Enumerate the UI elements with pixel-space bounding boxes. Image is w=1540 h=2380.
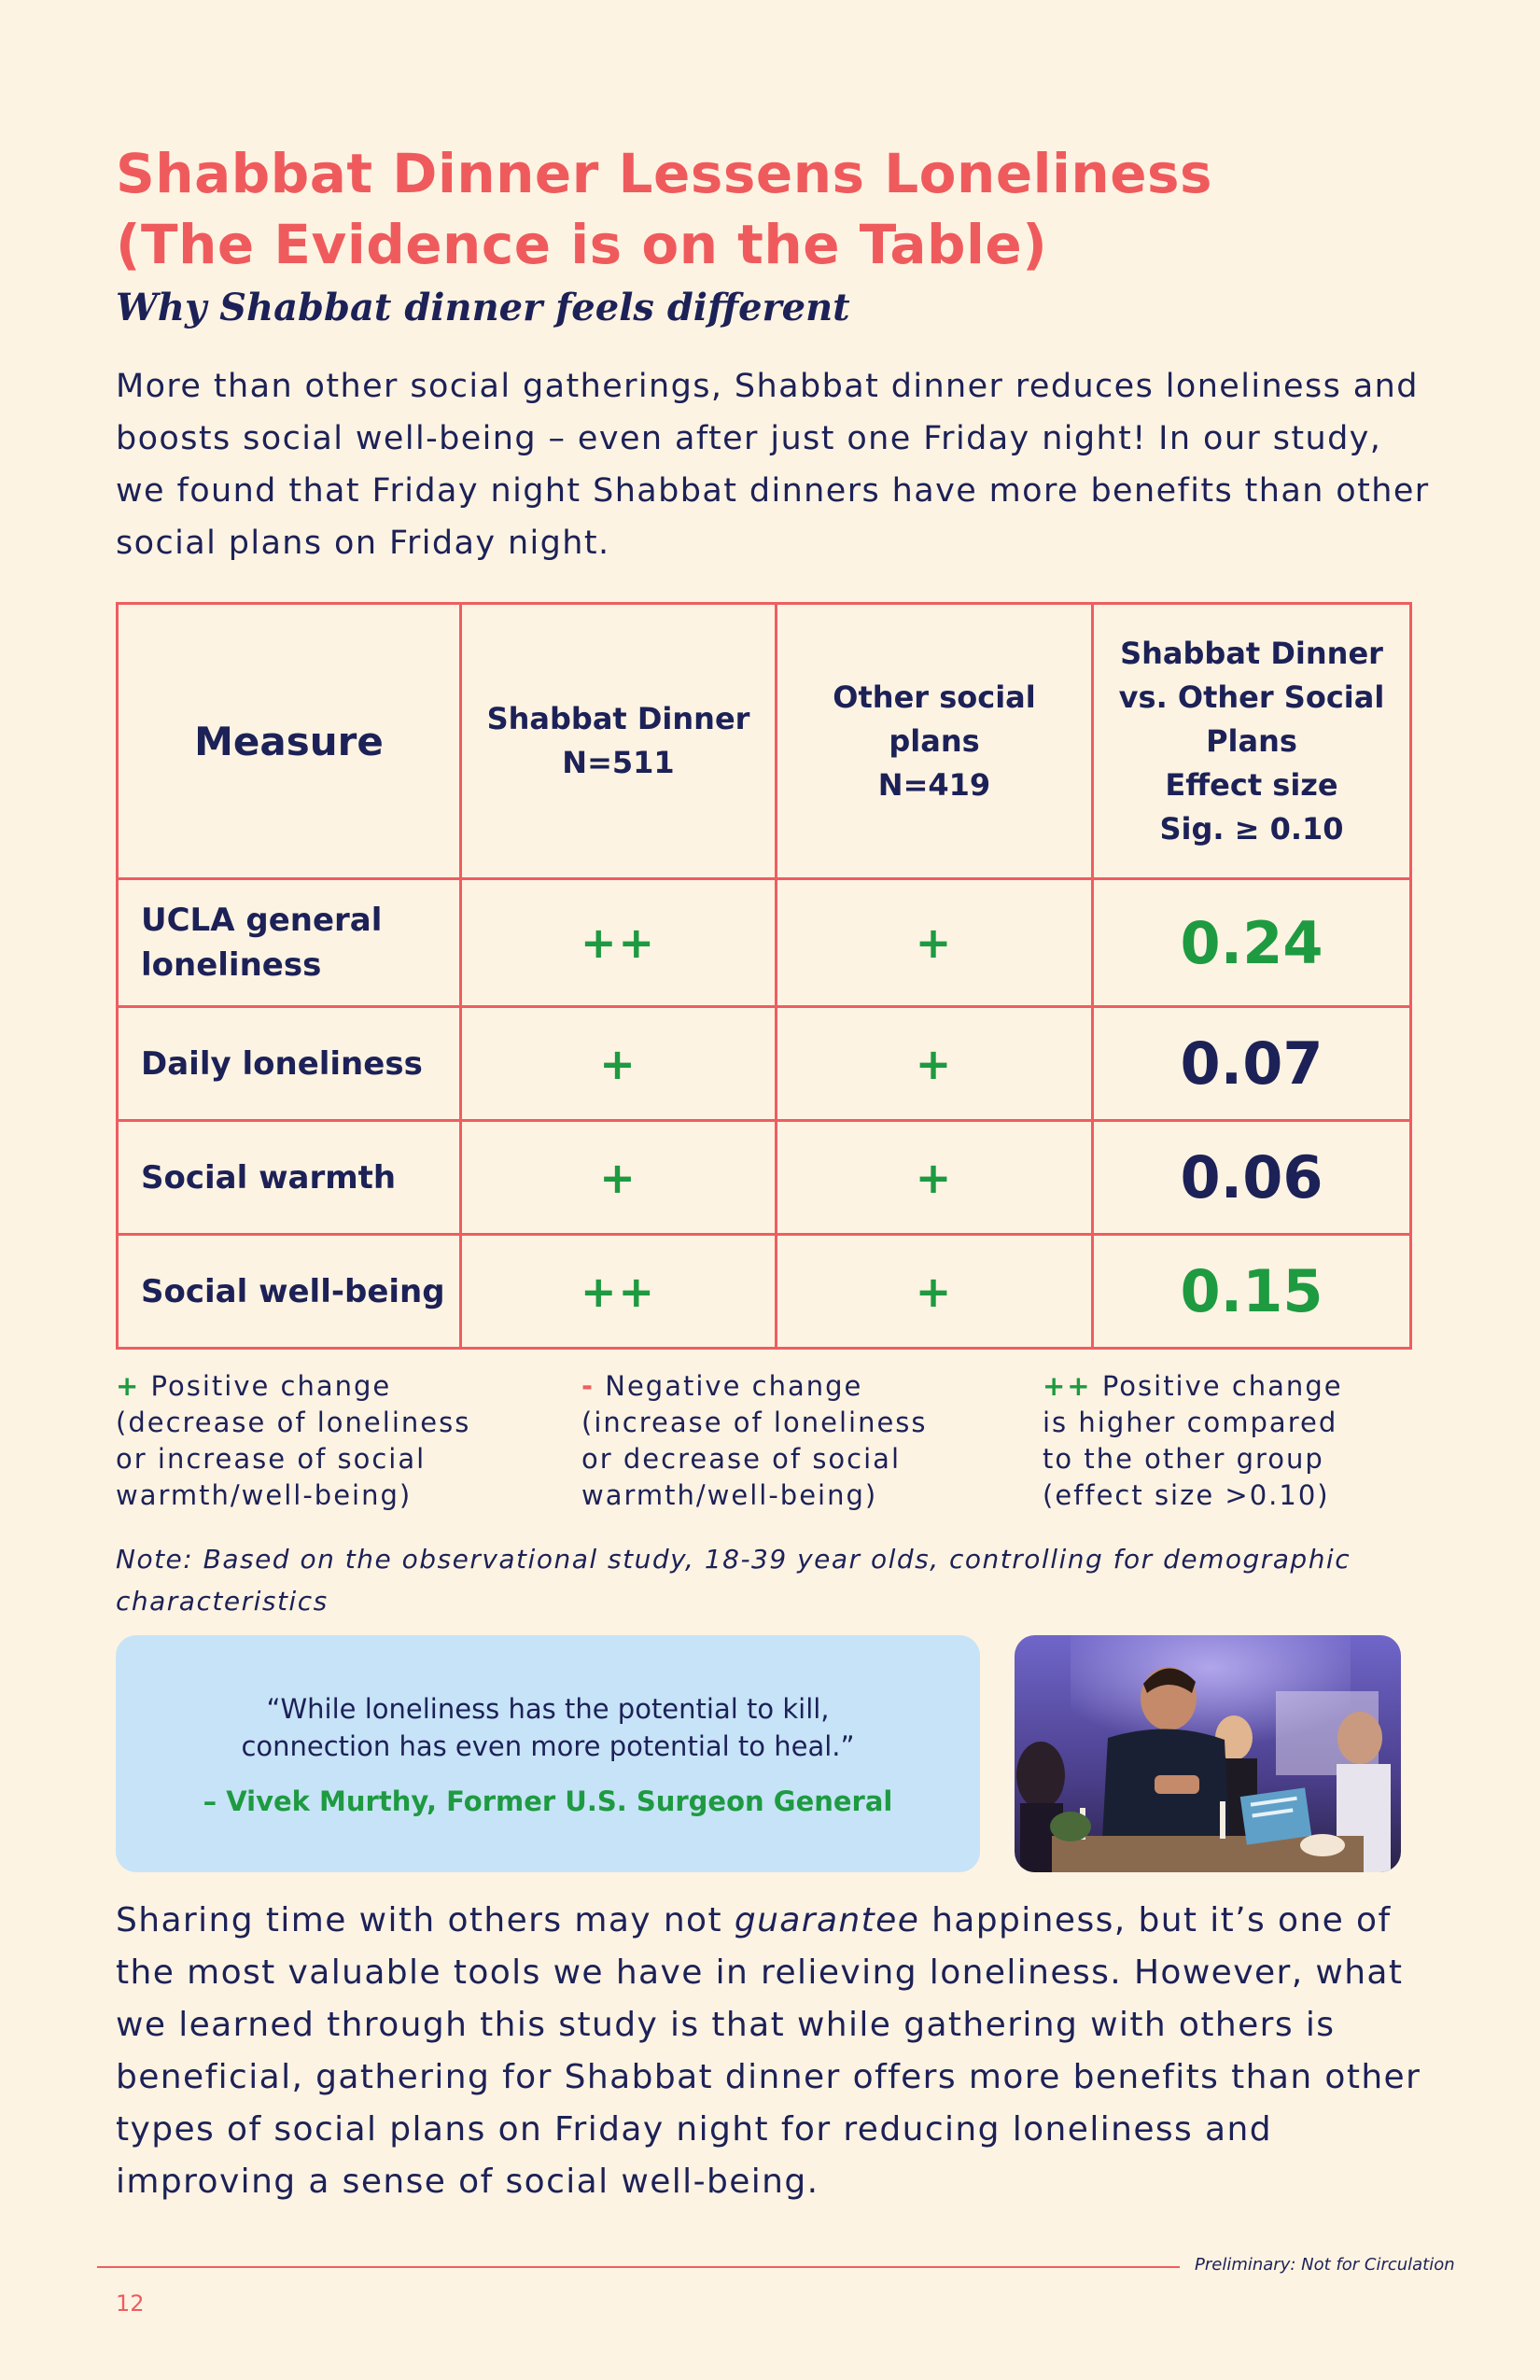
note-label: Note — [116, 1544, 184, 1575]
legend-text: is higher compared — [1043, 1407, 1338, 1438]
header-shabbat-line: N=511 — [562, 745, 675, 780]
other-change: + — [777, 1235, 1093, 1349]
legend-symbol: - — [581, 1370, 595, 1402]
legend-text: warmth/well-being) — [116, 1479, 413, 1511]
quote-text — [241, 1690, 854, 1765]
legend-text: (decrease of loneliness — [116, 1407, 471, 1438]
header-measure: Measure — [118, 604, 461, 879]
measure-name-line: Social well-being — [141, 1272, 445, 1310]
legend-negative — [581, 1368, 928, 1514]
header-shabbat — [461, 604, 777, 879]
legend-symbol: + — [116, 1370, 141, 1402]
closing-text: happiness, but it’s one of — [919, 1901, 1392, 1939]
title-line-1: Shabbat Dinner Lessens Loneliness — [116, 142, 1213, 205]
study-note — [116, 1538, 1441, 1622]
closing-text: beneficial, gathering for Shabbat dinner offers more benefits than other — [116, 2058, 1421, 2096]
closing-emphasis: guarantee — [734, 1901, 920, 1939]
legend-text: Positive change — [1101, 1370, 1343, 1402]
legend-text: warmth/well-being) — [581, 1479, 878, 1511]
measure-name-line: UCLA general — [141, 902, 383, 939]
measure-name — [118, 1235, 461, 1349]
note-text: characteristics — [116, 1586, 329, 1617]
legend-text: or decrease of social — [581, 1443, 901, 1475]
table-row — [118, 879, 1411, 1007]
effect-size: 0.24 — [1093, 879, 1411, 1007]
footer-divider — [97, 2266, 1180, 2268]
title-line-2: (The Evidence is on the Table) — [116, 213, 1048, 276]
header-other — [777, 604, 1093, 879]
note-text: : Based on the observational study, 18-39 year olds, controlling for demographic — [183, 1544, 1351, 1575]
table-row — [118, 1007, 1411, 1121]
subtitle: Why Shabbat dinner feels different — [116, 286, 850, 329]
measure-name-line: Daily loneliness — [141, 1044, 423, 1083]
header-effect-line: Effect size — [1165, 766, 1338, 803]
measure-name-line: Social warmth — [141, 1158, 397, 1197]
header-effect-line: Shabbat Dinner — [1120, 635, 1383, 671]
measures-table — [116, 602, 1412, 1350]
other-change: + — [777, 1121, 1093, 1235]
quote-author: – Vivek Murthy, Former U.S. Surgeon General — [203, 1785, 893, 1817]
shabbat-change: + — [461, 1007, 777, 1121]
legend-higher — [1043, 1368, 1343, 1514]
quote-line: “While loneliness has the potential to kill, — [266, 1693, 830, 1725]
header-effect-line: Plans — [1206, 722, 1297, 759]
closing-text: we learned through this study is that while gathering with others is — [116, 2006, 1336, 2044]
header-effect-line: Sig. ≥ 0.10 — [1159, 810, 1344, 847]
closing-text: the most valuable tools we have in relieving loneliness. However, what — [116, 1953, 1404, 1992]
header-other-line: Other social — [833, 679, 1036, 715]
measure-name — [118, 879, 461, 1007]
closing-paragraph — [116, 1895, 1460, 2208]
intro-paragraph: More than other social gatherings, Shabbat dinner reduces loneliness and boosts social well-being – even after just one Friday night! In our study, we found that Friday night Shabbat dinners have more benefits than other social plans on Friday night. — [116, 368, 1430, 562]
quote-callout — [116, 1635, 980, 1872]
table-row — [118, 1121, 1411, 1235]
closing-text: types of social plans on Friday night for reducing loneliness and — [116, 2110, 1272, 2149]
effect-size: 0.06 — [1093, 1121, 1411, 1235]
shabbat-change: ++ — [461, 879, 777, 1007]
legend-text: (effect size >0.10) — [1043, 1479, 1330, 1511]
legend-text: to the other group — [1043, 1443, 1324, 1475]
measure-name-line: loneliness — [141, 946, 322, 984]
effect-size: 0.07 — [1093, 1007, 1411, 1121]
quote-line: connection has even more potential to heal.” — [241, 1730, 855, 1762]
footer-note: Preliminary: Not for Circulation — [1195, 2255, 1455, 2275]
header-other-line: N=419 — [877, 766, 991, 803]
legend-symbol: ++ — [1043, 1370, 1092, 1402]
legend-positive — [116, 1368, 470, 1514]
measure-name — [118, 1007, 461, 1121]
measure-name — [118, 1121, 461, 1235]
legend-text: Positive change — [150, 1370, 392, 1402]
page-number: 12 — [116, 2290, 145, 2317]
shabbat-change: ++ — [461, 1235, 777, 1349]
other-change: + — [777, 1007, 1093, 1121]
other-change: + — [777, 879, 1093, 1007]
header-effect-line: vs. Other Social — [1118, 679, 1385, 715]
dinner-photo — [1015, 1635, 1401, 1872]
header-shabbat-line: Shabbat Dinner — [486, 701, 750, 736]
legend-text: or increase of social — [116, 1443, 427, 1475]
table-row — [118, 1235, 1411, 1349]
legend-text: Negative change — [605, 1370, 863, 1402]
closing-text: Sharing time with others may not — [116, 1901, 735, 1939]
closing-text: improving a sense of social well-being. — [116, 2163, 819, 2201]
header-effect — [1093, 604, 1411, 879]
legend-text: (increase of loneliness — [581, 1407, 928, 1438]
table-header-row — [118, 604, 1411, 879]
header-other-line: plans — [889, 722, 980, 759]
shabbat-change: + — [461, 1121, 777, 1235]
effect-size: 0.15 — [1093, 1235, 1411, 1349]
page-title — [116, 138, 1422, 280]
